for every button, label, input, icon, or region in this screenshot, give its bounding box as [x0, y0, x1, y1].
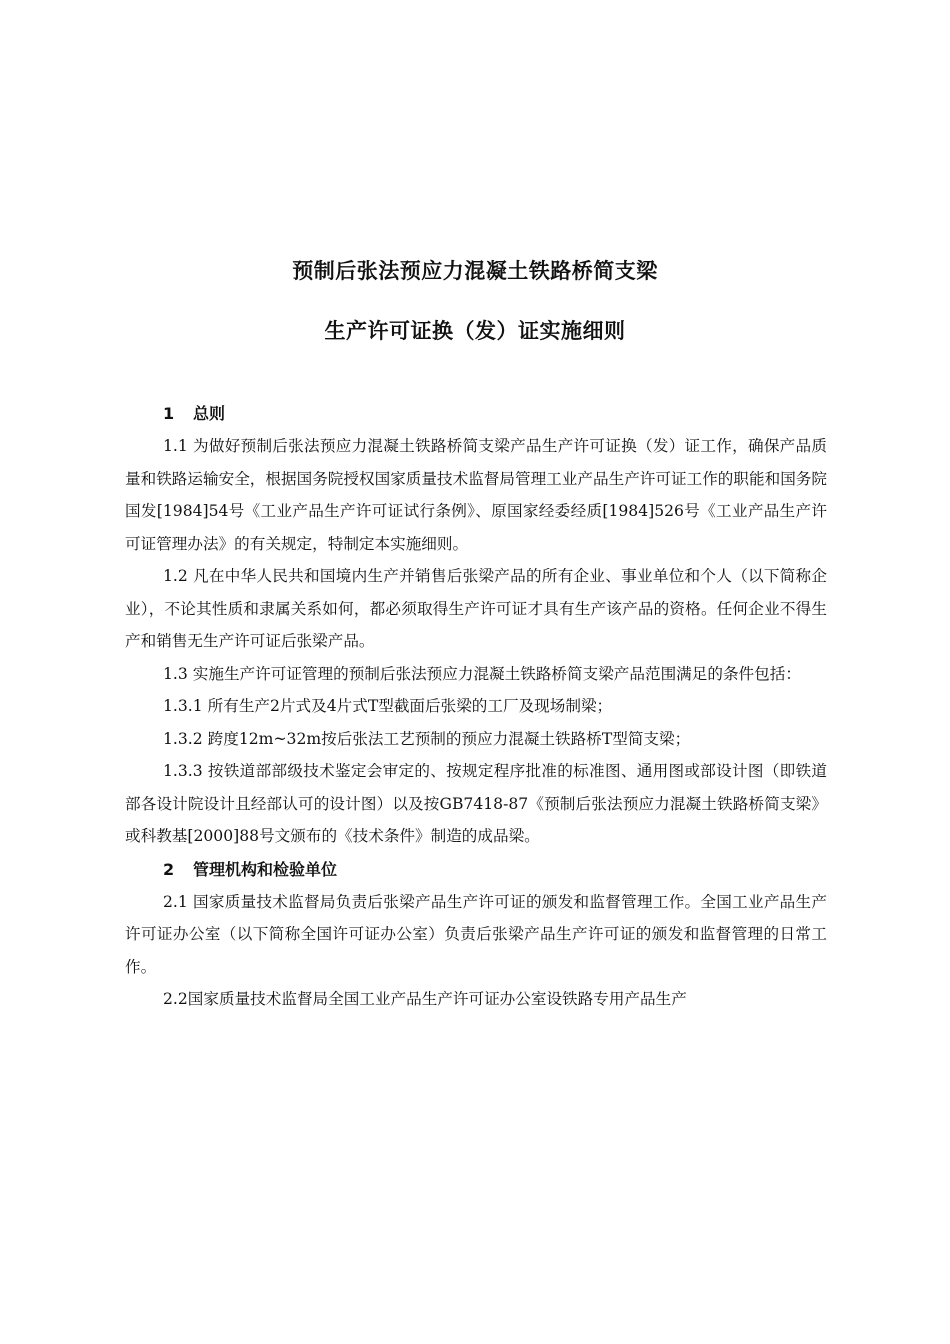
section-2-number: 2	[163, 859, 175, 879]
section-1-heading	[125, 401, 827, 426]
section-2-title: 管理机构和检验单位	[193, 859, 338, 879]
document-title-line-2: 生产许可证换（发）证实施细则	[324, 319, 626, 343]
paragraph-1-3-1: 1.3.1 所有生产2片式及4片式T型截面后张梁的工厂及现场制梁；	[163, 697, 613, 715]
paragraph-1-2: 1.2 凡在中华人民共和国境内生产并销售后张梁产品的所有企业、事业单位和个人（以下简称企业），不论其性质和隶属关系如何，都必须取得生产许可证才具有生产该产品的资格。任何企业不得生产和销售无生产许可证后张梁产品。	[125, 567, 827, 650]
paragraph-1-3: 1.3 实施生产许可证管理的预制后张法预应力混凝土铁路桥简支梁产品范围满足的条件包括：	[163, 664, 801, 683]
section-1-title: 总则	[193, 404, 226, 423]
paragraph-1-3-3: 1.3.3 按铁道部部级技术鉴定会审定的、按规定程序批准的标准图、通用图或部设计图（即铁道部各设计院设计且经部认可的设计图）以及按GB7418-87《预制后张法预应力混凝土铁路桥简支梁》或科教基[2000]88号文颁布的《技术条件》制造的成品梁。	[125, 762, 827, 845]
paragraph-2-1: 2.1 国家质量技术监督局负责后张梁产品生产许可证的颁发和监督管理工作。全国工业产品生产许可证办公室（以下简称全国许可证办公室）负责后张梁产品生产许可证的颁发和监督管理的日常工作。	[125, 892, 827, 976]
document-body	[125, 397, 827, 1016]
paragraph-2-2: 2.2国家质量技术监督局全国工业产品生产许可证办公室设铁路专用产品生产	[163, 990, 687, 1008]
document-title-line-1: 预制后张法预应力混凝土铁路桥简支梁	[292, 259, 658, 283]
section-2-heading	[125, 857, 827, 882]
paragraph-1-3-2: 1.3.2 跨度12m~32m按后张法工艺预制的预应力混凝土铁路桥T型简支梁；	[163, 729, 691, 748]
paragraph-1-1: 1.1 为做好预制后张法预应力混凝土铁路桥简支梁产品生产许可证换（发）证工作，确保产品质量和铁路运输安全，根据国务院授权国家质量技术监督局管理工业产品生产许可证工作的职能和国务院国发[1984]54号《工业产品生产许可证试行条例》、原国家经委经质[1984]526号《工业产品生产许可证管理办法》的有关规定，特制定本实施细则。	[125, 437, 827, 553]
section-1-number: 1	[163, 404, 175, 423]
